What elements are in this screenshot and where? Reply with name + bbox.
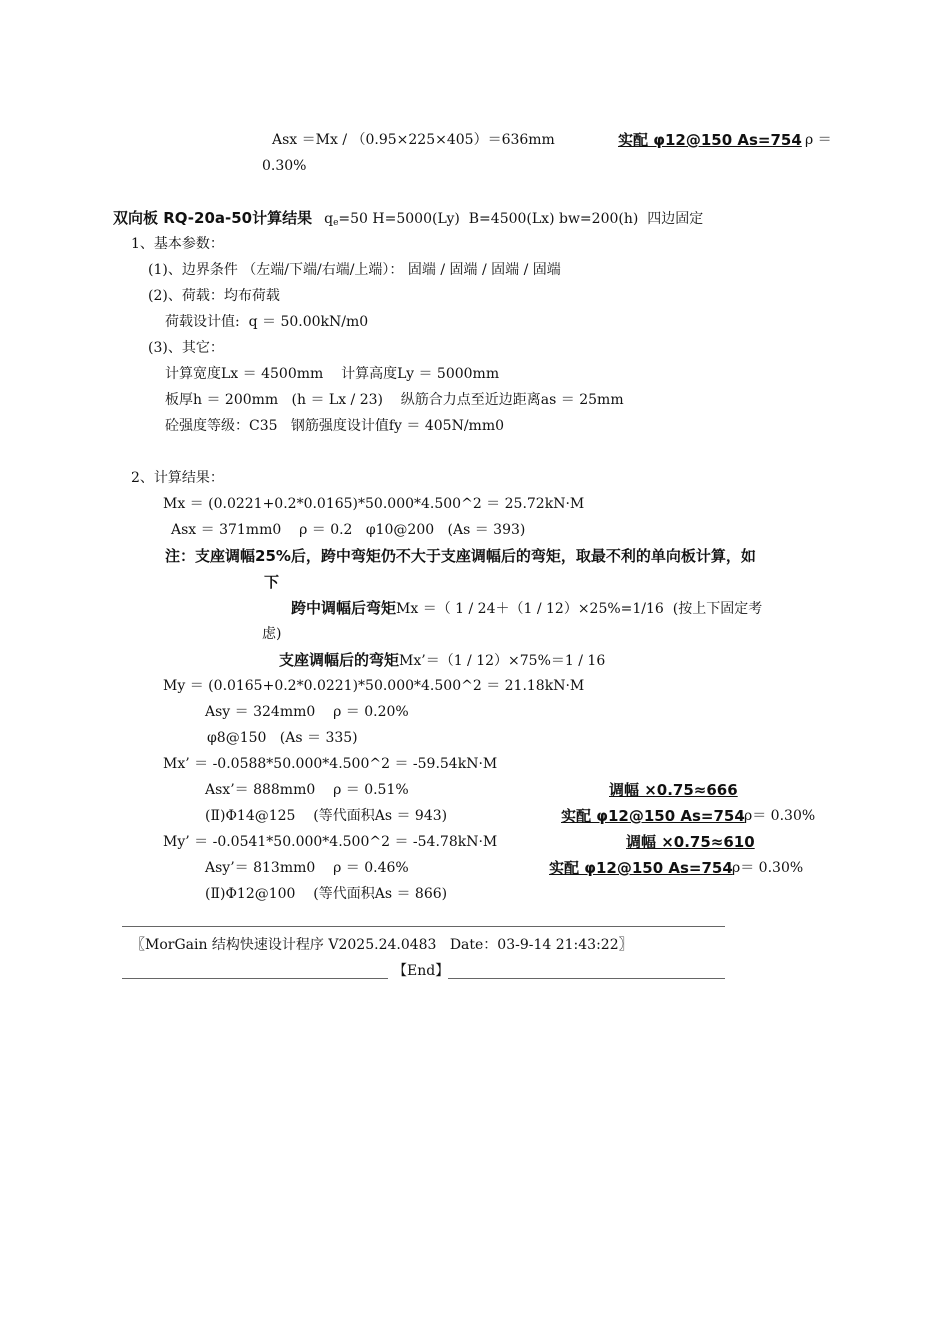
section-header	[113, 209, 703, 232]
support-moment-label: 支座调幅后的弯矩	[279, 651, 400, 669]
asy-rebar: φ8@150 (As ＝ 335)	[207, 730, 358, 746]
asx-prime-actual: 实配 φ12@150 As=754	[561, 807, 745, 825]
section-title: 双向板 RQ-20a-50计算结果	[113, 209, 313, 227]
asx-formula: Asx ＝Mx / （0.95×225×405）＝636mm	[272, 132, 555, 148]
note-line-2: 下	[264, 573, 280, 591]
footer-divider-right	[448, 978, 725, 979]
asy-prime-rho: ρ＝ 0.30%	[732, 860, 804, 876]
asx-prime-rebar: (Ⅱ)Φ14@125 (等代面积As ＝ 943)	[205, 808, 448, 824]
mx-formula: Mx ＝ (0.0221+0.2*0.0165)*50.000*4.500^2 ＝ 25.72kN·M	[163, 496, 585, 512]
support-moment-line	[279, 651, 605, 670]
rho-symbol: ρ ＝	[805, 132, 832, 148]
mx-prime-formula: Mx’ ＝ -0.0588*50.000*4.500^2 ＝ -59.54kN·M	[163, 756, 498, 772]
asx-result: Asx ＝ 371mm0 ρ ＝ 0.2 φ10@200 (As ＝ 393)	[171, 522, 526, 538]
q-symbol: q	[324, 211, 334, 227]
results-heading: 2、计算结果：	[131, 470, 224, 486]
asy-prime-actual: 实配 φ12@150 As=754	[549, 859, 733, 877]
load-value: 荷载设计值: q ＝ 50.00kN/m0	[165, 314, 369, 330]
load-heading: (2)、荷载：均布荷载	[148, 288, 280, 304]
section-params: =50 H=5000(Ly) B=4500(Lx) bw=200(h) 四边固定	[338, 211, 704, 227]
asx-actual-rebar: 实配 φ12@150 As=754	[618, 131, 802, 149]
my-formula: My ＝ (0.0165+0.2*0.0221)*50.000*4.500^2 ＝ 21.18kN·M	[163, 678, 585, 694]
my-prime-formula: My’ ＝ -0.0541*50.000*4.500^2 ＝ -54.78kN·M	[163, 834, 498, 850]
boundary-conditions: (1)、边界条件 （左端/下端/右端/上端）： 固端 / 固端 / 固端 / 固端	[148, 262, 561, 278]
span-moment-label: 跨中调幅后弯矩	[291, 599, 397, 617]
other-heading: (3)、其它：	[148, 340, 224, 356]
end-marker: 【End】	[393, 963, 450, 979]
asy-result: Asy ＝ 324mm0 ρ ＝ 0.20%	[205, 704, 409, 720]
my-prime-adjust: 调幅 ×0.75≈610	[626, 833, 755, 851]
footer-divider-top	[122, 926, 725, 927]
span-moment-line	[291, 599, 762, 618]
support-moment-formula: Mx’＝（1 / 12）×75%＝1 / 16	[399, 653, 606, 669]
basic-heading: 1、基本参数：	[131, 236, 224, 252]
thickness: 板厚h ＝ 200mm (h ＝ Lx / 23) 纵筋合力点至近边距离as ＝ 25mm	[165, 392, 624, 408]
asx-prime-result: Asx’＝ 888mm0 ρ ＝ 0.51%	[205, 782, 409, 798]
footer-divider-left	[122, 978, 388, 979]
material: 砼强度等级：C35 钢筋强度设计值fy ＝ 405N/mm0	[165, 418, 505, 434]
asx-prime-adjust: 调幅 ×0.75≈666	[609, 781, 738, 799]
span-moment-formula-cont: 虑)	[262, 626, 282, 642]
asy-prime-rebar: (Ⅱ)Φ12@100 (等代面积As ＝ 866)	[205, 886, 448, 902]
dimensions: 计算宽度Lx ＝ 4500mm 计算高度Ly ＝ 5000mm	[165, 366, 500, 382]
asx-prime-rho: ρ＝ 0.30%	[744, 808, 816, 824]
span-moment-formula: Mx ＝（ 1 / 24＋（1 / 12）×25%=1/16 (按上下固定考	[396, 601, 763, 617]
asy-prime-result: Asy’＝ 813mm0 ρ ＝ 0.46%	[205, 860, 409, 876]
q-subscript: e	[333, 218, 339, 228]
program-info: 〖MorGain 结构快速设计程序 V2025.24.0483 Date：03-9-14 21:43:22〗	[131, 937, 633, 953]
rho-value: 0.30%	[262, 158, 307, 174]
note-line-1: 注：支座调幅25%后，跨中弯矩仍不大于支座调幅后的弯矩，取最不利的单向板计算，如	[165, 547, 756, 565]
